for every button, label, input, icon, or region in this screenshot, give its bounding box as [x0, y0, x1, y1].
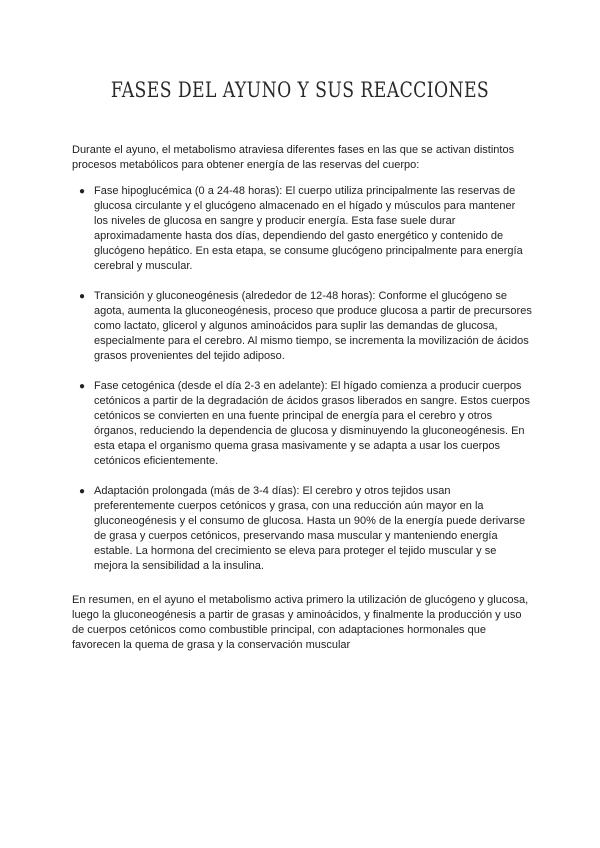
phase-text: Fase cetogénica (desde el día 2-3 en adelante): El hígado comienza a producir cuerpos cetónicos a partir de la degradación de ácidos grasos liberados en sangre. Estos cuerpos cetónicos se convierten en una fuente principal de energía para el cerebro y otros órganos, reduciendo la dependencia de glucosa y disminuyendo la gluconeogénesis. En esta etapa el organismo quema grasa masivamente y se adapta a usar los cuerpos cetónicos eficientemente.	[94, 380, 530, 467]
phases-list	[72, 184, 532, 589]
bullet-icon: ●	[79, 486, 86, 497]
phase-text: Fase hipoglucémica (0 a 24-48 horas): El cuerpo utiliza principalmente las reservas de glucosa circulante y el glucógeno almacenado en el hígado y músculos para mantener los niveles de glucosa en sangre y producir energía. Esta fase suele durar aproximadamente hasta dos días, dependiendo del gasto energético y contenido de glucógeno hepático. En esta etapa, se consume glucógeno principalmente para energía cerebral y muscular.	[94, 185, 523, 272]
list-item	[72, 184, 532, 274]
page-title: FASES DEL AYUNO Y SUS REACCIONES	[110, 78, 490, 102]
phase-text: Adaptación prolongada (más de 3-4 días): El cerebro y otros tejidos usan preferentemente cuerpos cetónicos y grasa, con una reducción aún mayor en la gluconeogénesis y el consumo de glucosa. Hasta un 90% de la energía puede derivarse de grasa y cuerpos cetónicos, preservando masa muscular y manteniendo energía estable. La hormona del crecimiento se eleva para proteger el tejido muscular y se mejora la sensibilidad a la insulina.	[94, 485, 526, 572]
list-item	[72, 289, 532, 364]
phase-text: Transición y gluconeogénesis (alrededor de 12-48 horas): Conforme el glucógeno se agota, aumenta la gluconeogénesis, proceso que produce glucosa a partir de precursores como lactato, glicerol y algunos aminoácidos para suplir las demandas de glucosa, especialmente para el cerebro. Al mismo tiempo, se incrementa la movilización de ácidos grasos provenientes del tejido adiposo.	[94, 290, 532, 362]
bullet-icon: ●	[79, 186, 86, 197]
bullet-icon: ●	[79, 381, 86, 392]
bullet-icon: ●	[79, 291, 86, 302]
intro-paragraph: Durante el ayuno, el metabolismo atraviesa diferentes fases en las que se activan distintos procesos metabólicos para obtener energía de las reservas del cuerpo:	[72, 144, 515, 171]
summary-paragraph: En resumen, en el ayuno el metabolismo activa primero la utilización de glucógeno y glucosa, luego la gluconeogénesis a partir de grasas y aminoácidos, y finalmente la producción y uso de cuerpos cetónicos como combustible principal, con adaptaciones hormonales que favorecen la quema de grasa y la conservación muscular	[72, 594, 529, 651]
list-item	[72, 379, 532, 469]
list-item	[72, 484, 532, 574]
